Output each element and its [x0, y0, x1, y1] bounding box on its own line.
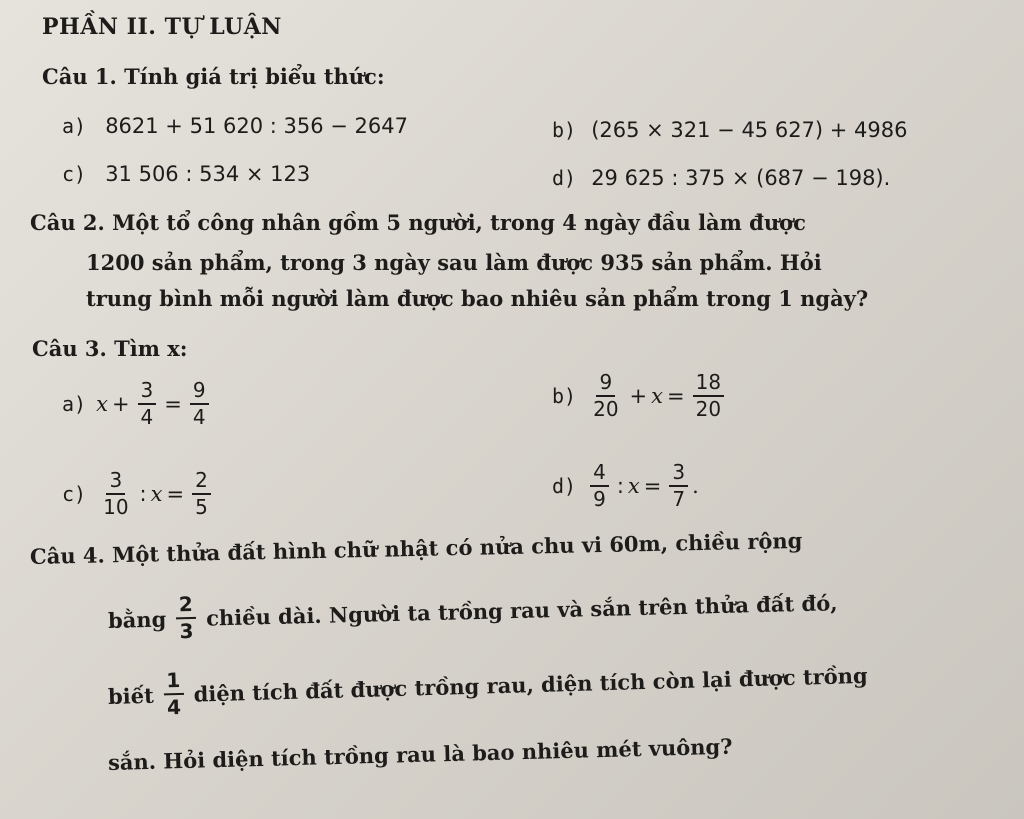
q1-item-c: c) 31 506 : 534 × 123	[62, 162, 311, 186]
fraction: $\frac{3}{4}$	[138, 380, 157, 428]
q2-line-2: 1200 sản phẩm, trong 3 ngày sau làm được 935 sản phẩm. Hỏi	[86, 250, 822, 275]
q4-line-4: sắn. Hỏi diện tích trồng rau là bao nhiêu mét vuông?	[107, 733, 733, 775]
q1-item-a: a) 8621 + 51 620 : 356 − 2647	[62, 114, 408, 138]
fraction: $\frac{18}{20}$	[693, 372, 724, 420]
q3-item-c: c) $\frac{3}{10}$ : x = $\frac{2}{5}$	[62, 470, 215, 518]
fraction: $\frac{3}{7}$	[669, 462, 688, 510]
q1-title: Câu 1. Tính giá trị biểu thức:	[42, 64, 385, 89]
q4-line-2: bằng $\frac{2}{3}$ chiều dài. Người ta trồng rau và sắn trên thửa đất đó,	[107, 589, 838, 644]
q4-line-3: biết $\frac{1}{4}$ diện tích đất được trồng rau, diện tích còn lại được trồng	[107, 662, 868, 720]
fraction: $\frac{1}{4}$	[163, 670, 184, 719]
fraction: $\frac{4}{9}$	[590, 462, 609, 510]
q4-line-1: Câu 4. Một thửa đất hình chữ nhật có nửa chu vi 60m, chiều rộng	[29, 527, 803, 569]
fraction: $\frac{9}{20}$	[593, 370, 619, 421]
fraction: $\frac{2}{3}$	[176, 594, 197, 642]
fraction: $\frac{9}{4}$	[190, 380, 209, 428]
section-title: PHẦN II. TỰ LUẬN	[42, 14, 282, 40]
q3-item-b: b) $\frac{9}{20}$ + x = $\frac{18}{20}$	[552, 372, 728, 420]
q3-title: Câu 3. Tìm x:	[32, 336, 188, 361]
fraction: $\frac{3}{10}$	[103, 468, 129, 519]
q2-line-3: trung bình mỗi người làm được bao nhiêu sản phẩm trong 1 ngày?	[86, 286, 869, 311]
q3-item-d: d) $\frac{4}{9}$ : x = $\frac{3}{7}$ .	[552, 460, 699, 511]
q2-line-1: Câu 2. Một tổ công nhân gồm 5 người, trong 4 ngày đầu làm được	[30, 210, 806, 235]
q1-item-d: d) 29 625 : 375 × (687 − 198).	[552, 166, 891, 190]
q3-item-a: a) x + $\frac{3}{4}$ = $\frac{9}{4}$	[62, 380, 213, 428]
fraction: $\frac{2}{5}$	[192, 470, 211, 518]
q1-item-b: b) (265 × 321 − 45 627) + 4986	[552, 118, 908, 142]
